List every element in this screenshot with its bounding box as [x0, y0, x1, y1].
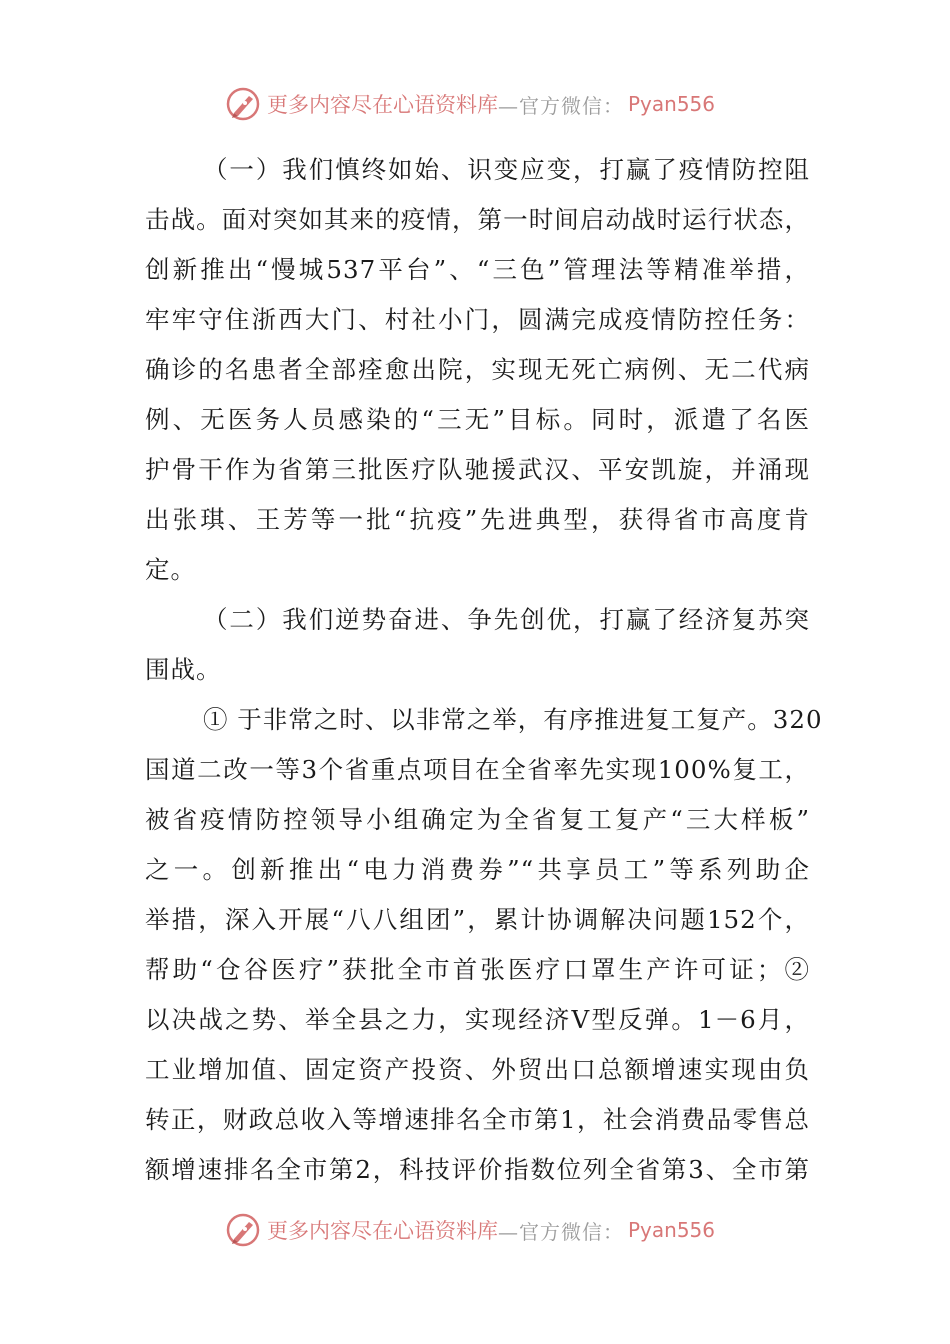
- text-line: 工业增加值、固定资产投资、外贸出口总额增速实现由负: [145, 1055, 810, 1084]
- text-line: 击战。面对突如其来的疫情，第一时间启动战时运行状态，: [145, 205, 810, 234]
- paragraph-1: [145, 145, 810, 595]
- watermark-sub-text: —官方微信：: [498, 1219, 624, 1244]
- text-line: ① 于非常之时、以非常之举，有序推进复工复产。320: [203, 705, 823, 734]
- text-line: （二）我们逆势奋进、争先创优，打赢了经济复苏突: [203, 605, 810, 634]
- text-line: （一）我们慎终如始、识变应变，打赢了疫情防控阻: [203, 155, 810, 184]
- text-line: 以决战之势、举全县之力，实现经济V型反弹。1－6月，: [145, 1005, 810, 1034]
- text-line: 之一。创新推出“电力消费券”“共享员工”等系列助企: [145, 855, 810, 884]
- paragraph-3: [145, 695, 823, 1195]
- paragraph-2: [145, 595, 810, 695]
- text-line: 举措，深入开展“八八组团”，累计协调解决问题152个，: [145, 905, 810, 934]
- text-line: 确诊的名患者全部痊愈出院，实现无死亡病例、无二代病: [145, 355, 810, 384]
- pen-logo-icon: [225, 86, 261, 122]
- text-line: 国道二改一等3个省重点项目在全省率先实现100%复工，: [145, 755, 810, 784]
- watermark-sub-text: —官方微信：: [498, 93, 624, 118]
- text-line: 创新推出“慢城537平台”、“三色”管理法等精准举措，: [145, 255, 810, 284]
- text-line: 额增速排名全市第2，科技评价指数位列全省第3、全市第: [145, 1155, 810, 1184]
- pen-logo-icon: [225, 1212, 261, 1248]
- watermark-wechat-id: Pyan556: [628, 92, 716, 116]
- text-line: 围战。: [145, 655, 222, 684]
- watermark-wechat-id: Pyan556: [628, 1218, 716, 1242]
- text-line: 定。: [145, 555, 196, 584]
- text-line: 出张琪、王芳等一批“抗疫”先进典型，获得省市高度肯: [145, 505, 810, 534]
- text-line: 牢牢守住浙西大门、村社小门，圆满完成疫情防控任务：: [145, 305, 810, 334]
- watermark-footer: [225, 1210, 745, 1250]
- watermark-main-text: 更多内容尽在心语资料库: [267, 1219, 498, 1243]
- watermark-main-text: 更多内容尽在心语资料库: [267, 93, 498, 117]
- text-line: 例、无医务人员感染的“三无”目标。同时，派遣了名医: [145, 405, 810, 434]
- text-line: 被省疫情防控领导小组确定为全省复工复产“三大样板”: [145, 805, 810, 834]
- document-body: [145, 145, 823, 1195]
- watermark-header: [225, 84, 745, 124]
- text-line: 帮助“仓谷医疗”获批全市首张医疗口罩生产许可证；②: [145, 955, 810, 984]
- text-line: 转正，财政总收入等增速排名全市第1，社会消费品零售总: [145, 1105, 810, 1134]
- text-line: 护骨干作为省第三批医疗队驰援武汉、平安凯旋，并涌现: [145, 455, 810, 484]
